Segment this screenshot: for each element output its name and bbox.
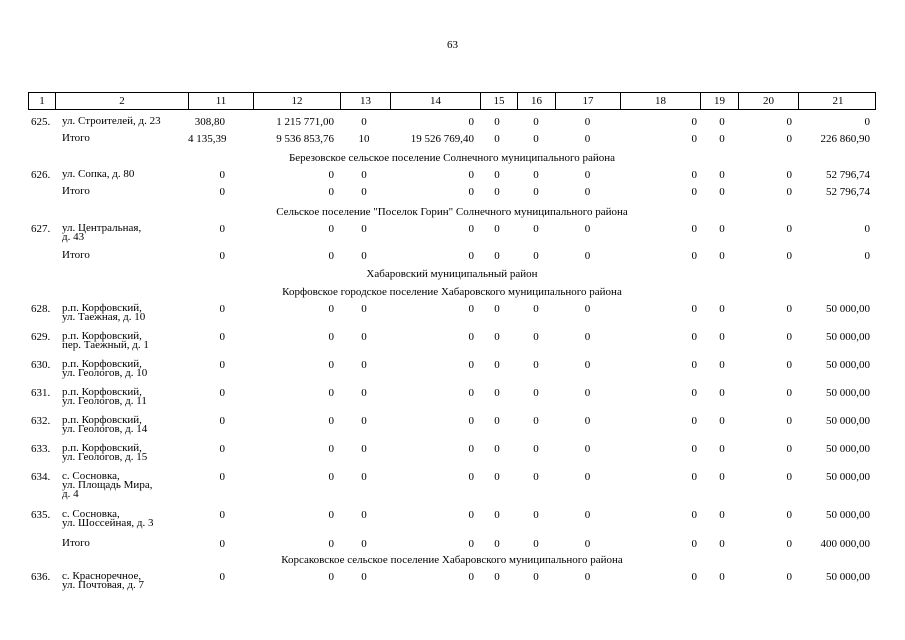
cell-c16: 0	[533, 471, 539, 483]
cell-c14: 0	[468, 116, 474, 128]
row-address: Итого	[62, 185, 90, 197]
cell-c13: 0	[361, 116, 367, 128]
cell-c17: 0	[584, 331, 591, 343]
cell-c14: 0	[468, 250, 474, 262]
cell-c18: 0	[691, 116, 697, 128]
cell-c17: 0	[584, 359, 591, 371]
cell-c13: 0	[361, 359, 367, 371]
cell-c13: 0	[361, 169, 367, 181]
cell-c19: 0	[719, 223, 725, 235]
cell-c21: 0	[864, 116, 870, 128]
cell-c18: 0	[691, 169, 697, 181]
cell-c19: 0	[719, 471, 725, 483]
cell-c19: 0	[719, 415, 725, 427]
cell-c15: 0	[494, 133, 500, 145]
cell-c12: 0	[328, 538, 334, 550]
cell-c20: 0	[786, 169, 792, 181]
section-heading: Березовское сельское поселение Солнечного муниципального района	[288, 152, 616, 164]
cell-c17: 0	[584, 509, 591, 521]
cell-c15: 0	[494, 331, 500, 343]
cell-c12: 0	[328, 186, 334, 198]
cell-c11: 0	[219, 186, 225, 198]
cell-c12: 0	[328, 223, 334, 235]
cell-c16: 0	[533, 331, 539, 343]
cell-c17: 0	[584, 250, 591, 262]
header-col-18: 18	[621, 93, 701, 109]
cell-c14: 0	[468, 223, 474, 235]
cell-c20: 0	[786, 186, 792, 198]
cell-c16: 0	[533, 571, 539, 583]
cell-c19: 0	[719, 250, 725, 262]
cell-c20: 0	[786, 223, 792, 235]
section-heading: Корсаковское сельское поселение Хабаровского муниципального района	[281, 554, 623, 566]
cell-c13: 0	[361, 223, 367, 235]
header-col-11: 11	[189, 93, 254, 109]
cell-c16: 0	[533, 303, 539, 315]
cell-c14: 19 526 769,40	[410, 133, 474, 145]
cell-c14: 0	[468, 359, 474, 371]
cell-c11: 0	[219, 250, 225, 262]
cell-c20: 0	[786, 133, 792, 145]
row-address: р.п. Корфовский, ул. Геологов, д. 11	[62, 386, 147, 407]
cell-c17: 0	[584, 471, 591, 483]
cell-c13: 0	[361, 387, 367, 399]
cell-c18: 0	[691, 571, 697, 583]
cell-c16: 0	[533, 169, 539, 181]
cell-c21: 50 000,00	[826, 359, 870, 371]
row-address: р.п. Корфовский, ул. Таежная, д. 10	[62, 302, 146, 323]
cell-c19: 0	[719, 538, 725, 550]
cell-c11: 0	[219, 387, 225, 399]
cell-c17: 0	[584, 116, 591, 128]
cell-c16: 0	[533, 223, 539, 235]
cell-c12: 0	[328, 471, 334, 483]
cell-c17: 0	[584, 387, 591, 399]
cell-c12: 0	[328, 387, 334, 399]
cell-c11: 4 135,39	[188, 133, 227, 145]
cell-c11: 0	[219, 303, 225, 315]
cell-c14: 0	[468, 571, 474, 583]
cell-c18: 0	[691, 443, 697, 455]
cell-c14: 0	[468, 415, 474, 427]
cell-c21: 52 796,74	[826, 169, 870, 181]
cell-c18: 0	[691, 359, 697, 371]
cell-c14: 0	[468, 169, 474, 181]
cell-c19: 0	[719, 133, 725, 145]
cell-c13: 0	[361, 250, 367, 262]
cell-c15: 0	[494, 223, 500, 235]
cell-c15: 0	[494, 303, 500, 315]
cell-c12: 0	[328, 169, 334, 181]
cell-c16: 0	[533, 359, 539, 371]
cell-c15: 0	[494, 538, 500, 550]
cell-c14: 0	[468, 538, 474, 550]
cell-c18: 0	[691, 509, 697, 521]
cell-c21: 0	[864, 250, 870, 262]
header-col-21: 21	[832, 95, 844, 107]
cell-c20: 0	[786, 471, 792, 483]
cell-c11: 0	[219, 443, 225, 455]
header-col-13: 13	[341, 93, 391, 109]
cell-c16: 0	[533, 443, 539, 455]
cell-c18: 0	[691, 186, 697, 198]
cell-c15: 0	[494, 186, 500, 198]
cell-c13: 0	[361, 443, 367, 455]
row-address: р.п. Корфовский, пер. Таежный, д. 1	[62, 330, 149, 351]
cell-c17: 0	[584, 538, 591, 550]
cell-c15: 0	[494, 571, 500, 583]
cell-c21: 50 000,00	[826, 415, 870, 427]
cell-c21: 50 000,00	[826, 443, 870, 455]
row-address: с. Сосновка, ул. Шоссейная, д. 3	[62, 508, 154, 529]
header-col-12: 12	[254, 93, 341, 109]
cell-c19: 0	[719, 186, 725, 198]
row-number: 628.	[31, 303, 51, 315]
cell-c15: 0	[494, 471, 500, 483]
cell-c11: 0	[219, 571, 225, 583]
row-number: 636.	[31, 571, 51, 583]
row-number: 631.	[31, 387, 51, 399]
cell-c20: 0	[786, 331, 792, 343]
cell-c21: 50 000,00	[826, 303, 870, 315]
cell-c20: 0	[786, 415, 792, 427]
cell-c14: 0	[468, 186, 474, 198]
cell-c16: 0	[533, 415, 539, 427]
cell-c18: 0	[691, 415, 697, 427]
cell-c12: 0	[328, 571, 334, 583]
cell-c13: 10	[358, 133, 370, 145]
cell-c20: 0	[786, 250, 792, 262]
cell-c13: 0	[361, 303, 367, 315]
cell-c17: 0	[584, 223, 591, 235]
cell-c16: 0	[533, 186, 539, 198]
cell-c13: 0	[361, 471, 367, 483]
cell-c21: 50 000,00	[826, 509, 870, 521]
cell-c13: 0	[361, 331, 367, 343]
cell-c12: 0	[328, 443, 334, 455]
cell-c16: 0	[533, 387, 539, 399]
row-number: 635.	[31, 509, 51, 521]
cell-c13: 0	[361, 571, 367, 583]
section-heading: Хабаровский муниципальный район	[366, 268, 538, 280]
header-col-16: 16	[518, 93, 556, 109]
cell-c12: 0	[328, 250, 334, 262]
cell-c17: 0	[584, 415, 591, 427]
cell-c16: 0	[533, 133, 539, 145]
cell-c21: 52 796,74	[826, 186, 870, 198]
cell-c14: 0	[468, 471, 474, 483]
cell-c21: 50 000,00	[826, 331, 870, 343]
header-col-15: 15	[481, 93, 518, 109]
row-address: Итого	[62, 132, 90, 144]
section-heading: Корфовское городское поселение Хабаровского муниципального района	[282, 286, 622, 298]
cell-c20: 0	[786, 571, 792, 583]
cell-c20: 0	[786, 116, 792, 128]
cell-c21: 50 000,00	[826, 471, 870, 483]
cell-c12: 0	[328, 303, 334, 315]
cell-c12: 0	[328, 359, 334, 371]
cell-c11: 0	[219, 169, 225, 181]
cell-c17: 0	[584, 571, 591, 583]
cell-c11: 0	[219, 538, 225, 550]
cell-c11: 0	[219, 509, 225, 521]
cell-c20: 0	[786, 387, 792, 399]
cell-c21: 400 000,00	[820, 538, 870, 550]
row-address: с. Красноречное, ул. Почтовая, д. 7	[62, 570, 144, 591]
row-number: 633.	[31, 443, 51, 455]
cell-c11: 308,80	[194, 116, 225, 128]
cell-c19: 0	[719, 303, 725, 315]
header-col-19: 19	[701, 93, 739, 109]
header-col-14: 14	[391, 93, 481, 109]
cell-c16: 0	[533, 116, 539, 128]
cell-c17: 0	[584, 133, 591, 145]
row-address: Итого	[62, 537, 90, 549]
section-heading: Сельское поселение "Поселок Горин" Солнечного муниципального района	[276, 206, 628, 218]
cell-c13: 0	[361, 415, 367, 427]
cell-c19: 0	[719, 571, 725, 583]
cell-c14: 0	[468, 443, 474, 455]
cell-c15: 0	[494, 116, 500, 128]
header-col-2: 2	[56, 93, 189, 109]
cell-c14: 0	[468, 387, 474, 399]
cell-c20: 0	[786, 359, 792, 371]
cell-c16: 0	[533, 538, 539, 550]
cell-c14: 0	[468, 303, 474, 315]
row-address: ул. Сопка, д. 80	[62, 168, 135, 180]
cell-c13: 0	[361, 186, 367, 198]
cell-c16: 0	[533, 509, 539, 521]
cell-c11: 0	[219, 359, 225, 371]
cell-c14: 0	[468, 509, 474, 521]
cell-c17: 0	[584, 186, 591, 198]
cell-c15: 0	[494, 509, 500, 521]
cell-c15: 0	[494, 387, 500, 399]
cell-c20: 0	[786, 538, 792, 550]
page-number: 63	[447, 39, 458, 51]
cell-c18: 0	[691, 331, 697, 343]
cell-c21: 0	[864, 223, 870, 235]
cell-c18: 0	[691, 538, 697, 550]
cell-c21: 50 000,00	[826, 571, 870, 583]
cell-c12: 0	[328, 331, 334, 343]
header-col-1: 1	[29, 93, 56, 109]
cell-c15: 0	[494, 443, 500, 455]
cell-c18: 0	[691, 133, 697, 145]
cell-c15: 0	[494, 169, 500, 181]
cell-c17: 0	[584, 169, 591, 181]
cell-c18: 0	[691, 387, 697, 399]
row-address: р.п. Корфовский, ул. Геологов, д. 15	[62, 442, 148, 463]
cell-c18: 0	[691, 250, 697, 262]
row-number: 626.	[31, 169, 51, 181]
cell-c16: 0	[533, 250, 539, 262]
cell-c19: 0	[719, 387, 725, 399]
cell-c17: 0	[584, 443, 591, 455]
cell-c17: 0	[584, 303, 591, 315]
row-address: Итого	[62, 249, 90, 261]
cell-c20: 0	[786, 509, 792, 521]
cell-c15: 0	[494, 415, 500, 427]
cell-c18: 0	[691, 303, 697, 315]
cell-c13: 0	[361, 509, 367, 521]
row-number: 632.	[31, 415, 51, 427]
cell-c15: 0	[494, 250, 500, 262]
cell-c21: 50 000,00	[826, 387, 870, 399]
cell-c19: 0	[719, 509, 725, 521]
cell-c13: 0	[361, 538, 367, 550]
row-number: 634.	[31, 471, 51, 483]
header-col-20: 20	[739, 93, 799, 109]
cell-c18: 0	[691, 223, 697, 235]
row-address: р.п. Корфовский, ул. Геологов, д. 10	[62, 358, 148, 379]
cell-c12: 9 536 853,76	[276, 133, 334, 145]
row-number: 625.	[31, 116, 51, 128]
cell-c11: 0	[219, 471, 225, 483]
cell-c12: 1 215 771,00	[276, 116, 334, 128]
row-number: 629.	[31, 331, 51, 343]
row-number: 630.	[31, 359, 51, 371]
row-address: р.п. Корфовский, ул. Геологов, д. 14	[62, 414, 148, 435]
cell-c12: 0	[328, 415, 334, 427]
row-address: с. Сосновка, ул. Площадь Мира, д. 4	[62, 470, 153, 500]
cell-c19: 0	[719, 116, 725, 128]
cell-c11: 0	[219, 223, 225, 235]
cell-c18: 0	[691, 471, 697, 483]
row-number: 627.	[31, 223, 51, 235]
cell-c11: 0	[219, 415, 225, 427]
cell-c12: 0	[328, 509, 334, 521]
header-col-17: 17	[556, 93, 621, 109]
cell-c15: 0	[494, 359, 500, 371]
cell-c19: 0	[719, 169, 725, 181]
cell-c20: 0	[786, 443, 792, 455]
cell-c19: 0	[719, 331, 725, 343]
cell-c20: 0	[786, 303, 792, 315]
cell-c14: 0	[468, 331, 474, 343]
cell-c19: 0	[719, 443, 725, 455]
row-address: ул. Строителей, д. 23	[62, 115, 161, 127]
row-address: ул. Центральная, д. 43	[62, 222, 142, 243]
cell-c21: 226 860,90	[820, 133, 870, 145]
cell-c19: 0	[719, 359, 725, 371]
cell-c11: 0	[219, 331, 225, 343]
